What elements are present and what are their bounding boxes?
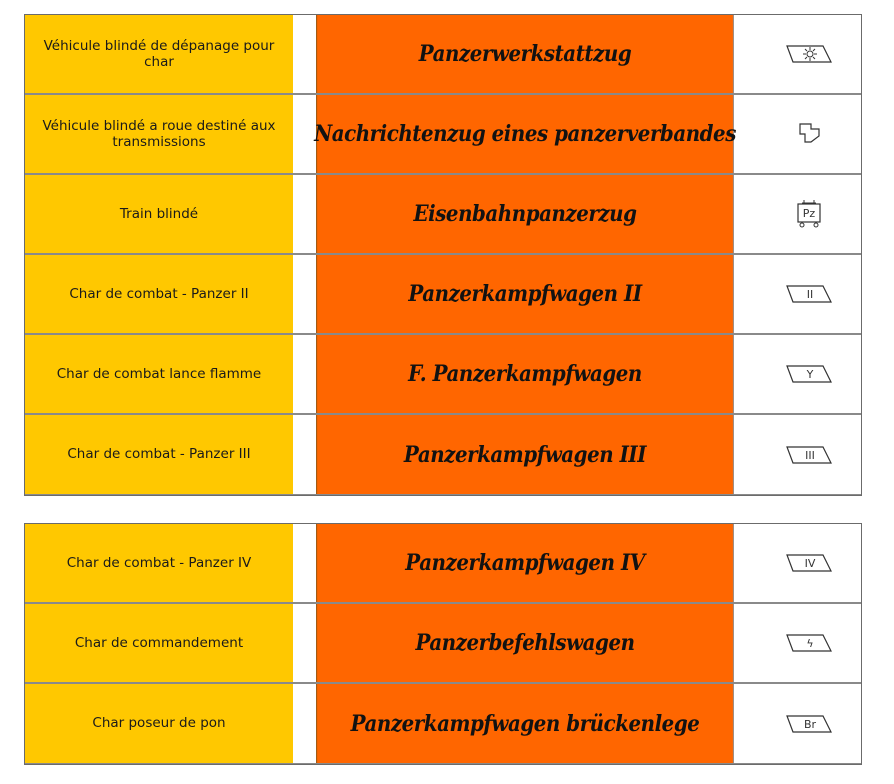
tank-icon	[783, 631, 835, 655]
symbol-label: III	[805, 448, 815, 462]
german-name-cell: F. Panzerkampfwagen	[316, 335, 734, 413]
symbol-cell	[757, 95, 861, 173]
sun-star-icon	[783, 42, 835, 66]
symbol-cell	[757, 524, 861, 602]
table-row	[25, 15, 861, 95]
symbol-cell	[757, 604, 861, 682]
tank-icon	[783, 712, 835, 736]
symbol-label: Pz	[802, 207, 816, 220]
table-row	[25, 175, 861, 255]
table-row	[25, 524, 861, 604]
symbol-cell	[757, 15, 861, 93]
table-row	[25, 335, 861, 415]
french-name-cell: Char de combat - Panzer III	[25, 415, 293, 494]
symbol-label: II	[806, 288, 814, 301]
tank-icon	[783, 551, 835, 575]
german-name-cell: Eisenbahnpanzerzug	[316, 175, 734, 253]
french-name-cell: Char poseur de pon	[25, 684, 293, 763]
german-name-cell: Panzerkampfwagen IV	[316, 524, 734, 602]
german-name-cell: Panzerbefehlswagen	[316, 604, 734, 682]
french-name-cell: Train blindé	[25, 175, 293, 253]
table-row	[25, 415, 861, 495]
train-car-icon	[793, 198, 825, 230]
tank-icon	[783, 282, 835, 306]
table-row	[25, 255, 861, 335]
symbol-cell	[757, 684, 861, 763]
vehicle-table-2	[24, 523, 862, 765]
french-name-cell: Char de combat - Panzer IV	[25, 524, 293, 602]
german-name-cell: Panzerkampfwagen brückenlege	[316, 684, 734, 763]
german-name-cell: Nachrichtenzug eines panzerverbandes	[316, 95, 734, 173]
flag-vehicle-icon	[795, 120, 823, 148]
symbol-cell	[757, 255, 861, 333]
symbol-label: Br	[803, 717, 817, 731]
french-name-cell: Véhicule blindé de dépanage pour char	[25, 15, 293, 93]
table-row	[25, 604, 861, 684]
french-name-cell: Char de combat - Panzer II	[25, 255, 293, 333]
symbol-label: ϟ	[806, 637, 814, 650]
german-name-cell: Panzerwerkstattzug	[316, 15, 734, 93]
symbol-label: Y	[806, 368, 814, 381]
symbol-cell	[757, 335, 861, 413]
german-name-cell: Panzerkampfwagen II	[316, 255, 734, 333]
french-name-cell: Char de commandement	[25, 604, 293, 682]
tank-icon	[783, 362, 835, 386]
symbol-cell	[757, 415, 861, 494]
french-name-cell: Véhicule blindé a roue destiné aux transmissions	[25, 95, 293, 173]
symbol-label: IV	[804, 557, 816, 570]
table-row	[25, 684, 861, 764]
tank-icon	[783, 443, 835, 467]
german-name-cell: Panzerkampfwagen III	[316, 415, 734, 494]
symbol-cell	[757, 175, 861, 253]
french-name-cell: Char de combat lance flamme	[25, 335, 293, 413]
vehicle-table-1	[24, 14, 862, 496]
table-row	[25, 95, 861, 175]
